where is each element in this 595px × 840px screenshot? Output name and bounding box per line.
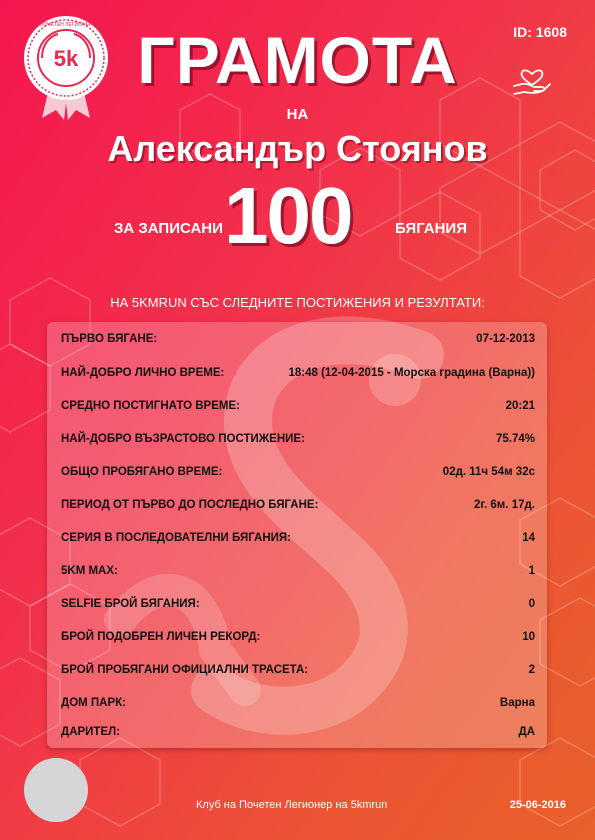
stats-panel <box>47 322 547 748</box>
stat-label: ОБЩО ПРОБЯГАНО ВРЕМЕ: <box>61 465 223 478</box>
stat-label: ДАРИТЕЛ: <box>61 725 121 738</box>
stat-value: 14 <box>522 531 535 544</box>
stat-value: ДА <box>518 725 535 738</box>
recipient-name: Александър Стоянов <box>107 128 488 169</box>
on-label: НА <box>286 106 309 123</box>
stat-label: ПЪРВО БЯГАНЕ: <box>61 332 158 345</box>
achievements-intro: НА 5KMRUN СЪС СЛЕДНИТЕ ПОСТИЖЕНИЯ И РЕЗУЛТАТИ: <box>110 295 485 310</box>
stat-value: 02д. 11ч 54м 32с <box>442 465 535 478</box>
stat-row <box>61 553 535 587</box>
stat-label: НАЙ-ДОБРО ВЪЗРАСТОВО ПОСТИЖЕНИЕ: <box>61 432 305 445</box>
stat-label: SELFIE БРОЙ БЯГАНИЯ: <box>61 597 200 610</box>
stat-label: БРОЙ ПРОБЯГАНИ ОФИЦИАЛНИ ТРАСЕТА: <box>61 663 309 676</box>
stat-label: СЕРИЯ В ПОСЛЕДОВАТЕЛНИ БЯГАНИЯ: <box>61 531 291 544</box>
stat-label: БРОЙ ПОДОБРЕН ЛИЧЕН РЕКОРД: <box>61 630 261 643</box>
stat-label: ПЕРИОД ОТ ПЪРВО ДО ПОСЛЕДНО БЯГАНЕ: <box>61 498 319 511</box>
stat-value: Варна <box>499 696 535 709</box>
stat-value: 10 <box>522 630 535 643</box>
certificate-title: ГРАМОТА <box>137 23 458 97</box>
stat-value: 0 <box>528 597 535 610</box>
stat-row <box>61 520 535 554</box>
avatar <box>24 758 88 822</box>
logo-mark: 5k <box>53 46 79 71</box>
stat-row <box>61 454 535 488</box>
stat-value: 1 <box>528 564 535 577</box>
stat-row <box>61 421 535 455</box>
certificate-id: ID: 1608 <box>513 24 567 40</box>
stat-row <box>61 355 535 389</box>
runs-label: БЯГАНИЯ <box>395 220 467 237</box>
runs-count: 100 <box>224 171 352 260</box>
stat-value: 20:21 <box>505 399 535 412</box>
stat-row <box>61 322 535 355</box>
stat-value: 18:48 (12-04-2015 - Морска градина (Варна)) <box>288 366 535 379</box>
stat-row <box>61 619 535 653</box>
for-recorded-label: ЗА ЗАПИСАНИ <box>114 220 223 237</box>
stat-row <box>61 652 535 686</box>
logo-ring-text: ПОЧЕТЕН ЛЕГИОНЕР <box>39 22 93 28</box>
stat-label: ДОМ ПАРК: <box>61 696 127 709</box>
stat-label: НАЙ-ДОБРО ЛИЧНО ВРЕМЕ: <box>61 366 225 379</box>
stat-value: 75.74% <box>495 432 535 445</box>
stat-row <box>61 714 535 748</box>
stat-label: СРЕДНО ПОСТИГНАТО ВРЕМЕ: <box>61 399 240 412</box>
stat-row <box>61 388 535 422</box>
stat-value: 2 <box>528 663 535 676</box>
stat-value: 07-12-2013 <box>476 332 535 345</box>
stat-row <box>61 586 535 620</box>
stat-value: 2г. 6м. 17д. <box>473 498 535 511</box>
stat-row <box>61 487 535 521</box>
stat-label: 5KM MAX: <box>61 564 118 577</box>
footer-date: 25-06-2016 <box>509 799 566 811</box>
footer-club-name: Клуб на Почетен Легионер на 5kmrun <box>196 799 388 811</box>
